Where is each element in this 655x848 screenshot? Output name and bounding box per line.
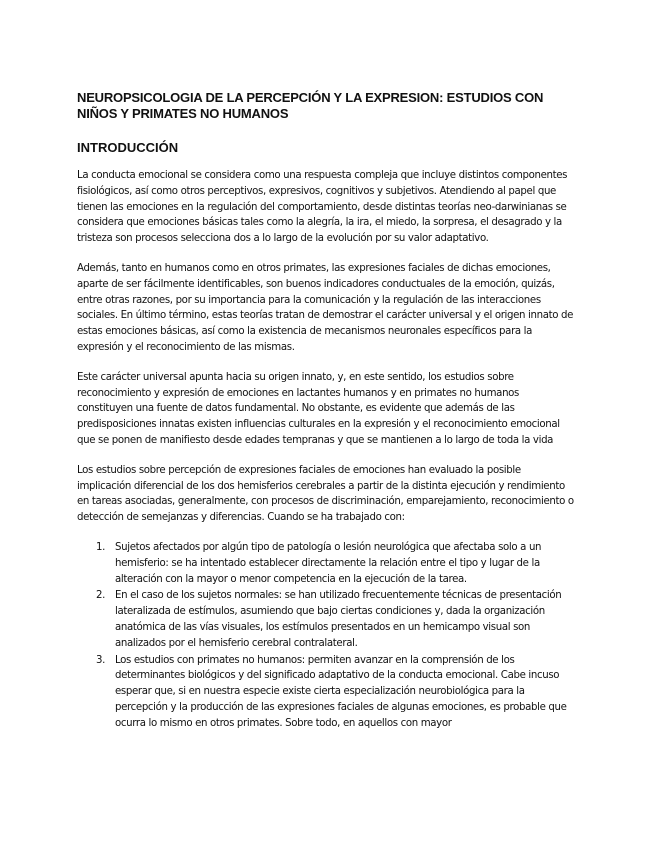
document-title: NEUROPSICOLOGIA DE LA PERCEPCIÓN Y LA EXPRESION: ESTUDIOS CON NIÑOS Y PRIMATES NO HUMANOS (77, 90, 544, 121)
paragraph-2: Además, tanto en humanos como en otros primates, las expresiones faciales de dichas emociones, aparte de ser fácilmente identificables, son buenos indicadores conductuales de la emoción, quizás, entre otras razones, por su importancia para la comunicación y la regulación de las interacciones sociales. En último término, estas teorías tratan de demostrar el carácter universal y el origen innato de estas emociones básicas, así como la existencia de mecanismos neuronales específicos para la expresión y el reconocimiento de las mismas. (77, 262, 574, 353)
paragraph-4: Los estudios sobre percepción de expresiones faciales de emociones han evaluado la posible implicación diferencial de los dos hemisferios cerebrales a partir de la distinta ejecución y rendimiento en tareas asociadas, generalmente, con procesos de discriminación, emparejamiento, reconocimiento o detección de semejanzas y diferencias. Cuando se ha trabajado con: (77, 464, 574, 524)
list-item (77, 653, 574, 732)
list-item-number: 1. (96, 541, 106, 553)
document-body (77, 90, 574, 733)
list-item (77, 540, 574, 587)
list-item (77, 588, 574, 651)
list-item-number: 3. (96, 654, 106, 666)
paragraph-3: Este carácter universal apunta hacia su origen innato, y, en este sentido, los estudios sobre reconocimiento y expresión de emociones en lactantes humanos y en primates no humanos constituyen una fuente de datos fundamental. No obstante, es evidente que además de las predisposiciones innatas existen influencias culturales en la expresión y el reconocimiento emocional que se ponen de manifiesto desde edades tempranas y que se mantienen a lo largo de toda la vida (77, 371, 560, 446)
list-item-text: Sujetos afectados por algún tipo de patología o lesión neurológica que afectaba solo a un hemisferio: se ha intentado establecer directamente la relación entre el tipo y lugar de la alteración con la mayor o menor competencia en la ejecución de la tarea. (115, 541, 542, 585)
list-item-text: Los estudios con primates no humanos: permiten avanzar en la comprensión de los determinantes biológicos y del significado adaptativo de la conducta emocional. Cabe incuso esperar que, si en nuestra especie existe cierta especialización neurobiológica para la percepción y la producción de las expresiones faciales de algunas emociones, es probable que ocurra lo mismo en otros primates. Sobre todo, en aquellos con mayor (115, 654, 567, 729)
paragraph-1: La conducta emocional se considera como una respuesta compleja que incluye distintos componentes fisiológicos, así como otros perceptivos, expresivos, cognitivos y subjetivos. Atendiendo al papel que tienen las emociones en la regulación del comportamiento, desde distintas teorías neo-darwinianas se considera que emociones básicas tales como la alegría, la ira, el miedo, la sorpresa, el desagrado y la tristeza son procesos selecciona dos a lo largo de la evolución por su valor adaptativo. (77, 170, 568, 245)
list-item-text: En el caso de los sujetos normales: se han utilizado frecuentemente técnicas de presentación lateralizada de estímulos, asumiendo que bajo ciertas condiciones y, dada la organización anatómica de las vías visuales, los estímulos presentados en un hemicampo visual son analizados por el hemisferio cerebral contralateral. (115, 590, 562, 649)
list-item-number: 2. (96, 590, 106, 602)
numbered-list (77, 540, 574, 732)
section-heading-introduccion: INTRODUCCIÓN (77, 140, 179, 155)
